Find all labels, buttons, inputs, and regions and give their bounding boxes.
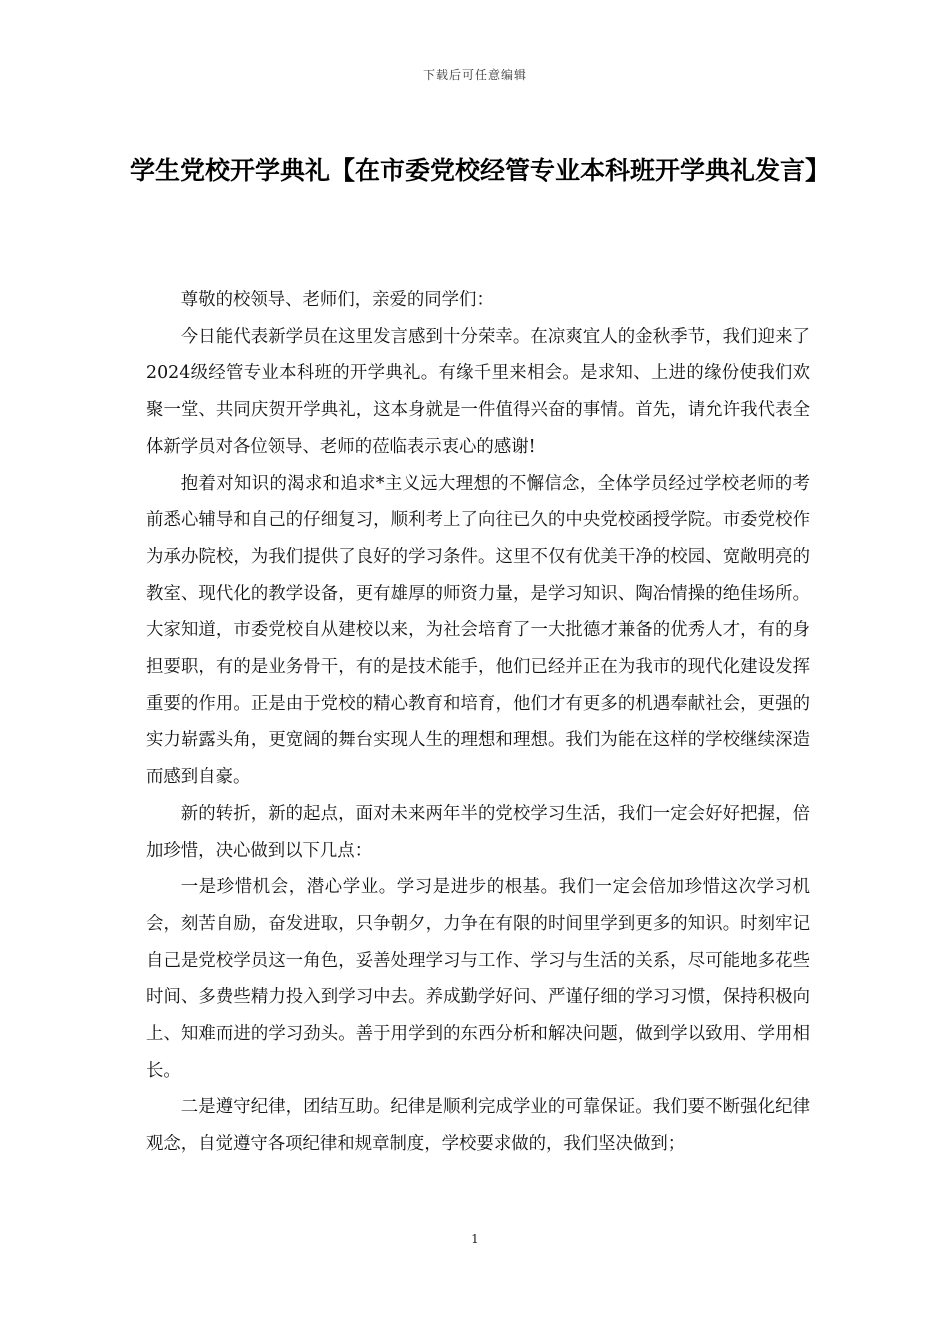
page-number: 1: [471, 1232, 479, 1246]
document-body: [146, 282, 810, 1163]
paragraph-resolution: 新的转折，新的起点，面对未来两年半的党校学习生活，我们一定会好好把握，倍加珍惜，决心做到以下几点：: [146, 803, 810, 861]
paragraph-point-one: 一是珍惜机会，潜心学业。学习是进步的根基。我们一定会倍加珍惜这次学习机会，刻苦自励，奋发进取，只争朝夕，力争在有限的时间里学到更多的知识。时刻牢记自己是党校学员这一角色，妥善处理学习与工作、学习与生活的关系，尽可能地多花些时间、多费些精力投入到学习中去。养成勤学好问、严谨仔细的学习习惯，保持积极向上、知难而进的学习劲头。善于用学到的东西分析和解决问题，做到学以致用、学用相长。: [146, 877, 810, 1081]
paragraph-greeting: 尊敬的校领导、老师们，亲爱的同学们：: [180, 290, 494, 310]
page-header-note: 下载后可任意编辑: [422, 68, 527, 82]
paragraph-school-intro: 抱着对知识的渴求和追求*主义远大理想的不懈信念，全体学员经过学校老师的考前悉心辅导和自己的仔细复习，顺利考上了向往已久的中央党校函授学院。市委党校作为承办院校，为我们提供了良好的学习条件。这里不仅有优美干净的校园、宽敞明亮的教室、现代化的教学设备，更有雄厚的师资力量，是学习知识、陶冶情操的绝佳场所。大家知道，市委党校自从建校以来，为社会培育了一大批德才兼备的优秀人才，有的身担要职，有的是业务骨干，有的是技术能手，他们已经并正在为我市的现代化建设发挥重要的作用。正是由于党校的精心教育和培育，他们才有更多的机遇奉献社会，更强的实力崭露头角，更宽阔的舞台实现人生的理想和理想。我们为能在这样的学校继续深造而感到自豪。: [146, 473, 810, 788]
paragraph-opening: 今日能代表新学员在这里发言感到十分荣幸。在凉爽宜人的金秋季节，我们迎来了2024级经管专业本科班的开学典礼。有缘千里来相会。是求知、上进的缘份使我们欢聚一堂、共同庆贺开学典礼，这本身就是一件值得兴奋的事情。首先，请允许我代表全体新学员对各位领导、老师的莅临表示衷心的感谢!: [146, 326, 810, 457]
document-title: 学生党校开学典礼【在市委党校经管专业本科班开学典礼发言】: [130, 156, 831, 185]
paragraph-point-two: 二是遵守纪律，团结互助。纪律是顺利完成学业的可靠保证。我们要不断强化纪律观念，自觉遵守各项纪律和规章制度，学校要求做的，我们坚决做到；: [146, 1097, 810, 1155]
